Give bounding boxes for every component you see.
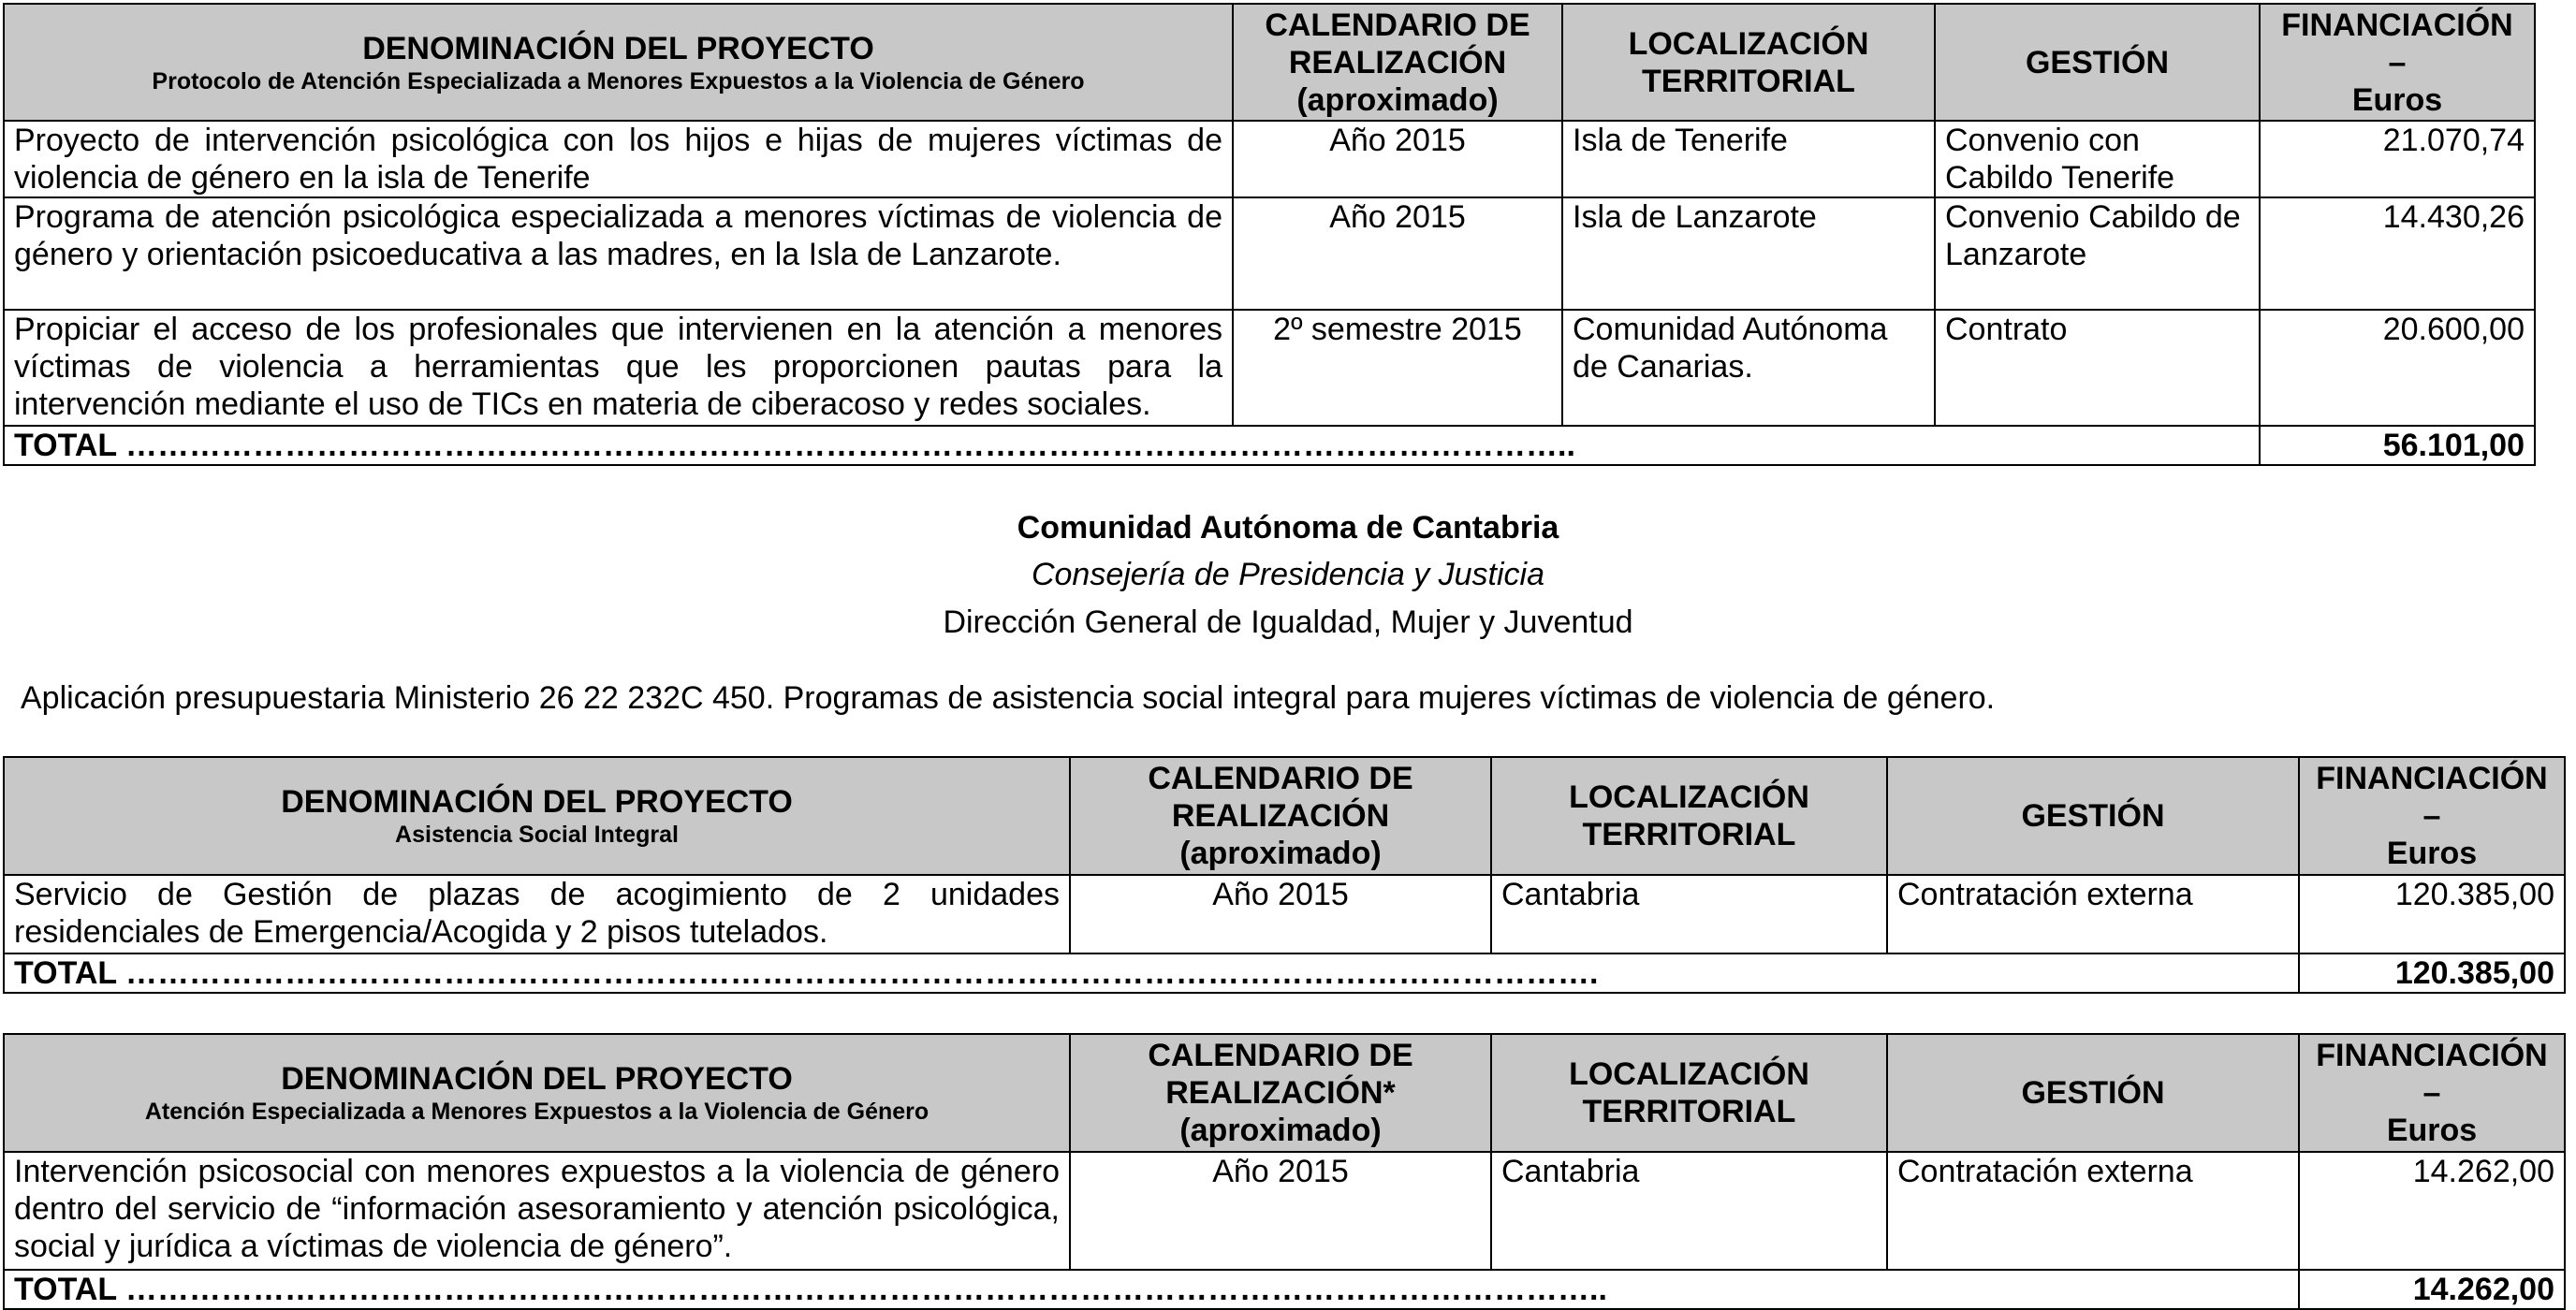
cell-management: Convenio Cabildo de Lanzarote: [1935, 197, 2260, 310]
total-label: TOTAL ………………………………………………………………………………………………………………………….: [4, 953, 2299, 993]
table-row: [4, 1152, 2565, 1270]
cell-funding: 120.385,00: [2299, 875, 2565, 953]
header-funding: FINANCIACIÓN – Euros: [2299, 757, 2565, 875]
header-project-name: [4, 757, 1070, 875]
table-header-row: [4, 757, 2565, 875]
header-funding: FINANCIACIÓN – Euros: [2260, 4, 2535, 121]
directorate-heading: Dirección General de Igualdad, Mujer y Juventud: [943, 604, 1633, 640]
projects-table-cantabria-minors: [3, 1033, 2566, 1310]
header-management: GESTIÓN: [1935, 4, 2260, 121]
cell-location: Cantabria: [1491, 875, 1887, 953]
total-value: 56.101,00: [2260, 426, 2535, 465]
header-funding: FINANCIACIÓN – Euros: [2299, 1034, 2565, 1152]
header-management: GESTIÓN: [1887, 1034, 2299, 1152]
cell-management: Contratación externa: [1887, 875, 2299, 953]
total-row: [4, 1270, 2565, 1309]
header-subtitle: Asistencia Social Integral: [395, 822, 679, 848]
cell-project-name: Proyecto de intervención psicológica con los hijos e hijas de mujeres víctimas de violencia de género en la isla de Tenerife: [4, 121, 1233, 197]
cell-location: Comunidad Autónoma de Canarias.: [1562, 310, 1935, 426]
cell-funding: 14.262,00: [2299, 1152, 2565, 1270]
header-title: DENOMINACIÓN DEL PROYECTO: [362, 30, 874, 66]
cell-funding: 20.600,00: [2260, 310, 2535, 426]
department-heading: Consejería de Presidencia y Justicia: [1031, 557, 1545, 592]
header-title: DENOMINACIÓN DEL PROYECTO: [281, 1061, 793, 1097]
table-row: [4, 197, 2535, 310]
total-label: TOTAL ………………………………………………………………………………………………………………………..: [4, 426, 2260, 465]
total-value: 120.385,00: [2299, 953, 2565, 993]
cell-funding: 14.430,26: [2260, 197, 2535, 310]
table-row: [4, 310, 2535, 426]
table-header-row: [4, 1034, 2565, 1152]
total-value: 14.262,00: [2299, 1270, 2565, 1309]
cell-calendar: Año 2015: [1233, 121, 1562, 197]
table-row: [4, 875, 2565, 953]
header-calendar: CALENDARIO DE REALIZACIÓN (aproximado): [1070, 757, 1491, 875]
header-project-name: [4, 4, 1233, 121]
header-title: DENOMINACIÓN DEL PROYECTO: [281, 784, 793, 820]
projects-table-cantabria-social: [3, 756, 2566, 994]
header-management: GESTIÓN: [1887, 757, 2299, 875]
budget-line-text: Aplicación presupuestaria Ministerio 26 22 232C 450. Programas de asistencia social integral para mujeres víctimas de violencia de género.: [21, 680, 1996, 716]
projects-table-canarias: [3, 3, 2536, 466]
table-row: [4, 121, 2535, 197]
table-header-row: [4, 4, 2535, 121]
cell-location: Cantabria: [1491, 1152, 1887, 1270]
cell-location: Isla de Tenerife: [1562, 121, 1935, 197]
total-label: TOTAL …………………………………………………………………………………………………………………………..: [4, 1270, 2299, 1309]
cell-project-name: Programa de atención psicológica especializada a menores víctimas de violencia de género y orientación psicoeducativa a las madres, en la Isla de Lanzarote.: [4, 197, 1233, 310]
cell-calendar: Año 2015: [1233, 197, 1562, 310]
cell-calendar: 2º semestre 2015: [1233, 310, 1562, 426]
total-row: [4, 953, 2565, 993]
header-calendar: CALENDARIO DE REALIZACIÓN (aproximado): [1233, 4, 1562, 121]
community-heading: Comunidad Autónoma de Cantabria: [1017, 510, 1559, 546]
cell-calendar: Año 2015: [1070, 1152, 1491, 1270]
header-location: LOCALIZACIÓN TERRITORIAL: [1491, 757, 1887, 875]
cell-funding: 21.070,74: [2260, 121, 2535, 197]
header-project-name: [4, 1034, 1070, 1152]
cell-management: Contrato: [1935, 310, 2260, 426]
cell-project-name: Servicio de Gestión de plazas de acogimiento de 2 unidades residenciales de Emergencia/Acogida y 2 pisos tutelados.: [4, 875, 1070, 953]
cell-calendar: Año 2015: [1070, 875, 1491, 953]
header-location: LOCALIZACIÓN TERRITORIAL: [1562, 4, 1935, 121]
cell-project-name: Propiciar el acceso de los profesionales que intervienen en la atención a menores víctimas de violencia a herramientas que les proporcionen pautas para la intervención mediante el uso de TICs en materia de ciberacoso y redes sociales.: [4, 310, 1233, 426]
total-row: [4, 426, 2535, 465]
header-subtitle: Protocolo de Atención Especializada a Menores Expuestos a la Violencia de Género: [152, 67, 1085, 95]
cell-management: Convenio con Cabildo Tenerife: [1935, 121, 2260, 197]
header-calendar: CALENDARIO DE REALIZACIÓN* (aproximado): [1070, 1034, 1491, 1152]
cell-management: Contratación externa: [1887, 1152, 2299, 1270]
header-location: LOCALIZACIÓN TERRITORIAL: [1491, 1034, 1887, 1152]
header-subtitle: Atención Especializada a Menores Expuestos a la Violencia de Género: [144, 1099, 929, 1125]
cell-location: Isla de Lanzarote: [1562, 197, 1935, 310]
cell-project-name: Intervención psicosocial con menores expuestos a la violencia de género dentro del servicio de “información asesoramiento y atención psicológica, social y jurídica a víctimas de violencia de género”.: [4, 1152, 1070, 1270]
